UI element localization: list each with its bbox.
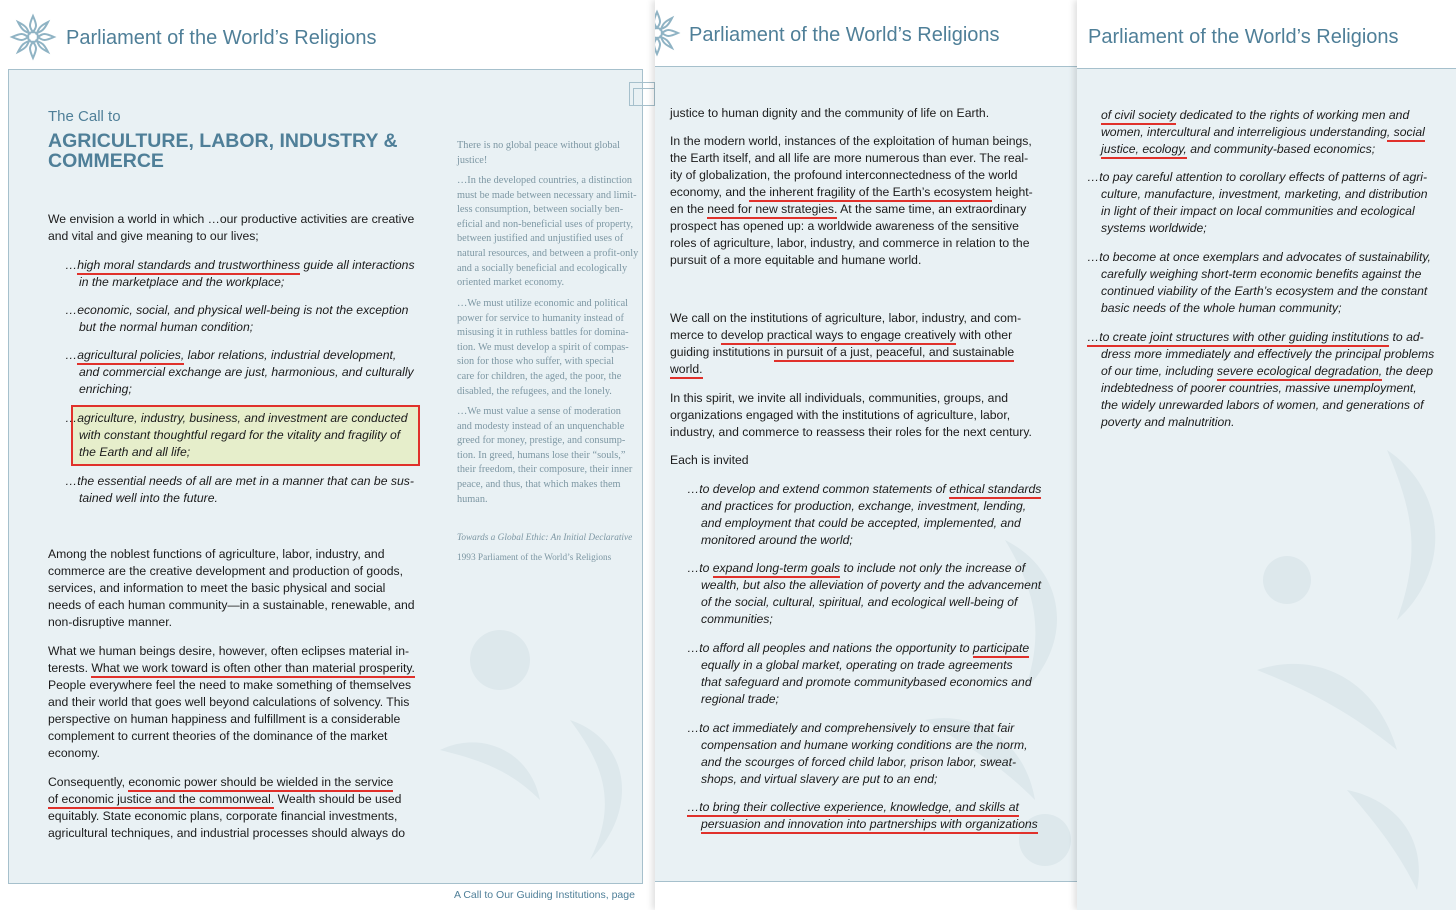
invitation-item bbox=[687, 720, 1028, 788]
underlined-phrase: …to bring their collective experience, knowledge, and skills at bbox=[687, 800, 1019, 817]
text-line: must be made between necessary and limit- bbox=[457, 189, 637, 201]
underlined-phrase: develop practical ways to engage creatively bbox=[721, 328, 956, 345]
text-line: misusing it in ruthless battles for domina- bbox=[457, 327, 629, 339]
text-line: …We must value a sense of moderation bbox=[457, 406, 621, 417]
body-paragraph bbox=[670, 133, 1033, 269]
text-line: eficial and non-beneficial uses of property, bbox=[457, 218, 634, 230]
underlined-phrase: high moral standards and trustworthiness bbox=[77, 258, 300, 275]
text-line: non-disruptive manner. bbox=[48, 615, 172, 629]
text-line: human. bbox=[457, 493, 488, 505]
text-span: economy, and bbox=[670, 185, 750, 199]
decorative-swirl-icon bbox=[420, 600, 650, 880]
text-line: continued viability of the Earth’s ecosystem and the constant bbox=[1101, 284, 1428, 298]
underlined-phrase: in pursuit of a just, peaceful, and sustainable bbox=[774, 345, 1015, 362]
text-line: enriching; bbox=[79, 382, 132, 396]
underlined-phrase: severe ecological degradation, bbox=[1217, 364, 1382, 381]
text-line: roles of agriculture, labor, industry, and commerce in relation to the bbox=[670, 236, 1030, 250]
underlined-phrase: need for new strategies. bbox=[707, 202, 837, 219]
text-line: tained well into the future. bbox=[79, 491, 218, 505]
text-line: the widely unrewarded labors of women, and generations of bbox=[1101, 398, 1424, 412]
text-line: complement to current theories of the dominance of the market bbox=[48, 729, 388, 743]
page-footer: A Call to Our Guiding Institutions, page bbox=[454, 889, 635, 901]
text-line: and vital and give meaning to our lives; bbox=[48, 229, 259, 243]
invitation-item-continued bbox=[1087, 107, 1425, 158]
text-line: …agriculture, industry, business, and investment are conducted bbox=[65, 411, 408, 425]
text-line: perspective on human happiness and fulfillment is a considerable bbox=[48, 712, 401, 726]
text-span: Wealth should be used bbox=[274, 792, 402, 806]
body-paragraph bbox=[48, 546, 415, 631]
underlined-phrase: What we work toward is often other than material prosperity. bbox=[91, 661, 415, 678]
text-line: that safeguard and promote communitybased economics and bbox=[701, 675, 1032, 689]
body-paragraph bbox=[670, 310, 1021, 378]
text-span: terests. bbox=[48, 661, 92, 675]
text-line: communities; bbox=[701, 612, 773, 626]
text-line: and commercial exchange are just, harmonious, and culturally bbox=[79, 365, 414, 379]
text-line: justice! bbox=[457, 154, 488, 166]
text-line: in light of their impact on local communities and ecological bbox=[1101, 204, 1415, 218]
text-line: wealth, but also the alleviation of poverty and the advancement bbox=[701, 578, 1042, 592]
decorative-frame-mark bbox=[633, 88, 655, 106]
invitation-item bbox=[687, 560, 1041, 628]
underlined-phrase: persuasion and innovation into partnerships with organizations bbox=[701, 817, 1038, 834]
text-span: guide all interactions bbox=[300, 258, 415, 272]
text-line: agricultural techniques, and industrial processes should always do bbox=[48, 826, 406, 840]
text-span: and community-based economics; bbox=[1186, 142, 1376, 156]
text-line: of the social, cultural, spiritual, and ecological well-being of bbox=[701, 595, 1018, 609]
header-title: Parliament of the World’s Religions bbox=[66, 27, 377, 49]
text-span: labor relations, industrial development, bbox=[184, 348, 397, 362]
envision-item bbox=[65, 347, 414, 398]
text-line: organizations engaged with the institutions of agriculture, labor, bbox=[670, 408, 1011, 422]
intro-paragraph bbox=[48, 211, 414, 245]
text-span: dedicated to the rights of working men and bbox=[1176, 108, 1410, 122]
sidebar-quote bbox=[457, 174, 638, 291]
underlined-phrase: economic power should be wielded in the service bbox=[128, 775, 393, 792]
text-line: …the essential needs of all are met in a manner that can be sus- bbox=[65, 474, 414, 488]
page-three bbox=[1077, 0, 1456, 910]
text-line: the Earth itself, and all life are more numerous than ever. The real- bbox=[670, 151, 1029, 165]
text-line: oriented market economy. bbox=[457, 277, 565, 289]
call-kicker: The Call to bbox=[48, 108, 121, 125]
body-line: justice to human dignity and the community of life on Earth. bbox=[670, 106, 990, 120]
header-title: Parliament of the World’s Religions bbox=[1088, 26, 1399, 48]
text-line: tion. We must develop a spirit of compas- bbox=[457, 341, 629, 353]
text-line: We envision a world in which …our productive activities are creative bbox=[48, 212, 415, 226]
sidebar-source: Towards a Global Ethic: An Initial Declarative bbox=[457, 533, 633, 543]
text-span: …to develop and extend common statements of bbox=[687, 482, 950, 496]
text-line: prospect has opened up: a worldwide awareness of the sensitive bbox=[670, 219, 1019, 233]
text-line: and practices for production, exchange, investment, lending, bbox=[701, 499, 1027, 513]
underlined-phrase: , social bbox=[1387, 125, 1425, 142]
invitation-item bbox=[687, 799, 1038, 833]
underlined-phrase: the inherent fragility of the Earth’s ecosystem bbox=[749, 185, 992, 202]
text-line: greed for money, prestige, and consump- bbox=[457, 435, 626, 447]
text-span: of our time, including bbox=[1101, 364, 1217, 378]
underlined-phrase: ethical standards bbox=[949, 482, 1041, 499]
parliament-logo-icon bbox=[9, 13, 57, 61]
text-line: care for children, the aged, the poor, the bbox=[457, 370, 622, 382]
text-line: monitored around the world; bbox=[701, 533, 853, 547]
text-line: …to become at once exemplars and advocates of sustainability, bbox=[1087, 250, 1431, 264]
text-line: and their world that goes well beyond calculations of solvency. This bbox=[48, 695, 410, 709]
underlined-phrase: participate bbox=[973, 641, 1029, 658]
text-span: … bbox=[65, 348, 78, 362]
text-span: women, intercultural and interreligious understanding bbox=[1101, 125, 1387, 139]
text-line: …to pay careful attention to corollary effects of patterns of agri- bbox=[1087, 170, 1428, 184]
sidebar-quote bbox=[457, 139, 620, 168]
text-span: the deep bbox=[1382, 364, 1433, 378]
text-line: needs of each human community—in a sustainable, renewable, and bbox=[48, 598, 415, 612]
text-span: …to bbox=[687, 561, 713, 575]
text-line: and the scourges of forced child labor, prison labor, sweat- bbox=[701, 755, 1017, 769]
text-span: height- bbox=[992, 185, 1033, 199]
text-line: in the marketplace and the workplace; bbox=[79, 275, 285, 289]
envision-item bbox=[65, 257, 415, 291]
invitation-item bbox=[1087, 169, 1428, 237]
text-span: to ad- bbox=[1389, 330, 1424, 344]
text-span: …to afford all peoples and nations the opportunity to bbox=[687, 641, 973, 655]
decorative-swirl-icon bbox=[1227, 430, 1456, 900]
invitation-item bbox=[1087, 249, 1431, 317]
underlined-phrase: expand long-term goals bbox=[713, 561, 840, 578]
body-paragraph bbox=[48, 643, 415, 762]
text-line: less consumption, between socially ben- bbox=[457, 204, 624, 216]
page-one bbox=[0, 0, 655, 910]
text-line: peace, and thus, that which makes them bbox=[457, 478, 621, 490]
invitation-item bbox=[687, 481, 1041, 549]
body-paragraph bbox=[48, 774, 405, 842]
text-line: and employment that could be accepted, implemented, and bbox=[701, 516, 1021, 530]
section-heading-line: COMMERCE bbox=[48, 150, 164, 172]
text-line: …to act immediately and comprehensively to ensure that fair bbox=[687, 721, 1015, 735]
section-heading-line: AGRICULTURE, LABOR, INDUSTRY & bbox=[48, 130, 398, 152]
text-line: We call on the institutions of agriculture, labor, industry, and com- bbox=[670, 311, 1022, 325]
text-span: Consequently, bbox=[48, 775, 129, 789]
text-line: systems worldwide; bbox=[1101, 221, 1207, 235]
text-line: People everywhere feel the need to make something of themselves bbox=[48, 678, 412, 692]
text-line: and modesty instead of an unquenchable bbox=[457, 420, 625, 432]
text-line: and a socially beneficial and ecologically bbox=[457, 262, 628, 274]
text-line: Among the noblest functions of agriculture, labor, industry, and bbox=[48, 547, 385, 561]
text-line: dress more immediately and effectively the principal problems bbox=[1101, 347, 1435, 361]
text-line: …We must utilize economic and political bbox=[457, 298, 629, 309]
parliament-logo-icon bbox=[655, 9, 681, 57]
text-line: between justified and unjustified uses of bbox=[457, 233, 624, 245]
text-line: ity of globalization, the profound interconnectedness of the world bbox=[670, 168, 1018, 182]
text-line: basic needs of the whole human community; bbox=[1101, 301, 1342, 315]
envision-item-highlighted bbox=[65, 410, 408, 461]
text-line: equally in a global market, operating on trade agreements bbox=[701, 658, 1013, 672]
text-span: At the same time, an extraordinary bbox=[837, 202, 1027, 216]
text-line: regional trade; bbox=[701, 692, 779, 706]
text-line: What we human beings desire, however, often eclipses material in- bbox=[48, 644, 410, 658]
text-line: economy. bbox=[48, 746, 100, 760]
text-line: indebtedness of poorer countries, massive unemployment, bbox=[1101, 381, 1417, 395]
header-title: Parliament of the World’s Religions bbox=[689, 24, 1000, 46]
text-line: compensation and humane working conditions are the norm, bbox=[701, 738, 1028, 752]
text-line: disabled, the refugees, and the lonely. bbox=[457, 385, 612, 397]
page-two bbox=[655, 0, 1077, 910]
sidebar-quote bbox=[457, 405, 632, 507]
invitation-item bbox=[1087, 329, 1434, 431]
text-span: with other bbox=[955, 328, 1013, 342]
text-line: …economic, social, and physical well-being is not the exception bbox=[65, 303, 409, 317]
text-line: natural resources, and between a profit-only bbox=[457, 247, 639, 259]
text-line: sion for those who suffer, with special bbox=[457, 356, 614, 368]
text-line: There is no global peace without global bbox=[457, 140, 620, 151]
text-span: … bbox=[65, 258, 78, 272]
underlined-phrase: justice, ecology, bbox=[1101, 142, 1187, 159]
text-span: to include not only the increase of bbox=[840, 561, 1026, 575]
text-line: services, and information to meet the basic physical and social bbox=[48, 581, 386, 595]
underlined-phrase: of civil society bbox=[1101, 108, 1176, 125]
text-line: commerce are the creative development and production of goods, bbox=[48, 564, 403, 578]
text-line: industry, and commerce to reassess their roles for the next century. bbox=[670, 425, 1032, 439]
text-line: shops, and virtual slavery are put to an end; bbox=[701, 772, 938, 786]
underlined-phrase: of economic justice and the commonweal. bbox=[48, 792, 274, 809]
text-span: en the bbox=[670, 202, 708, 216]
text-line: power for service to humanity instead of bbox=[457, 312, 624, 324]
envision-item bbox=[65, 302, 408, 336]
invitation-item bbox=[687, 640, 1032, 708]
envision-item bbox=[65, 473, 414, 507]
underlined-phrase: …to create joint structures with other guiding institutions bbox=[1087, 330, 1389, 347]
text-line: …In the developed countries, a distinction bbox=[457, 175, 633, 186]
underlined-phrase: world. bbox=[670, 362, 703, 379]
text-line: with constant thoughtful regard for the vitality and fragility of bbox=[79, 428, 401, 442]
section-heading bbox=[48, 131, 398, 171]
sidebar-org: 1993 Parliament of the World’s Religions bbox=[457, 553, 612, 563]
text-line: but the normal human condition; bbox=[79, 320, 254, 334]
text-line: tion. In greed, humans lose their “souls,” bbox=[457, 449, 626, 461]
sidebar-quote bbox=[457, 297, 629, 399]
text-span: guiding institutions bbox=[670, 345, 774, 359]
body-paragraph bbox=[670, 390, 1032, 441]
text-line: culture, manufacture, investment, marketing, and distribution bbox=[1101, 187, 1428, 201]
text-line: equitably. State economic plans, corporate financial investments, bbox=[48, 809, 398, 823]
invitation-lead: Each is invited bbox=[670, 453, 749, 467]
text-line: In this spirit, we invite all individuals, communities, groups, and bbox=[670, 391, 1009, 405]
underlined-phrase: agricultural policies, bbox=[77, 348, 184, 365]
text-line: In the modern world, instances of the exploitation of human beings, bbox=[670, 134, 1032, 148]
text-span: merce to bbox=[670, 328, 721, 342]
text-line: carefully weighing short-term economic benefits against the bbox=[1101, 267, 1422, 281]
text-line: the Earth and all life; bbox=[79, 445, 191, 459]
text-line: pursuit of a more equitable and humane world. bbox=[670, 253, 922, 267]
text-line: their freedom, their composure, their inner bbox=[457, 464, 633, 476]
text-line: poverty and malnutrition. bbox=[1101, 415, 1235, 429]
